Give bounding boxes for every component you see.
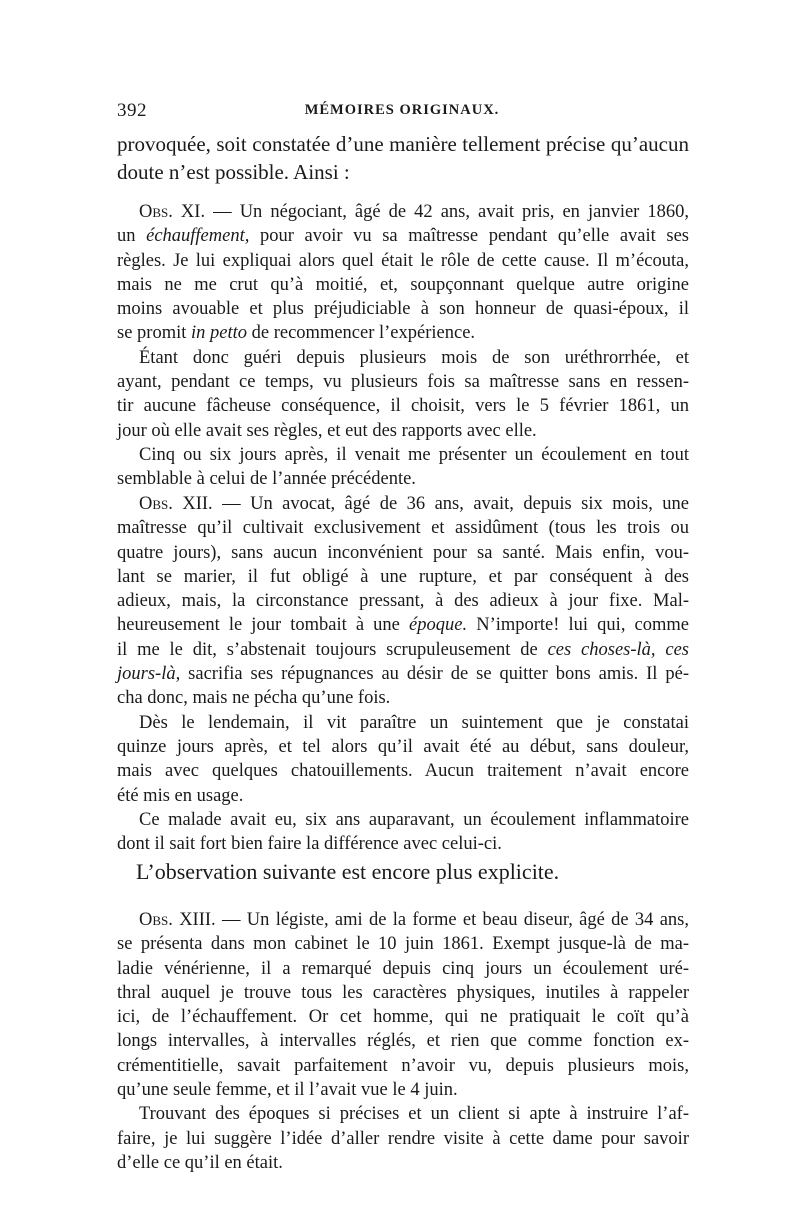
text-line: mais ne me crut qu’à moitié, et, soupçonnant quelque autre origine	[117, 274, 689, 295]
observation-xiii	[117, 908, 689, 1175]
text-line: thral auquel je trouve tous les caractères physiques, inutiles à rappeler	[117, 982, 689, 1003]
intro-paragraph	[117, 130, 689, 186]
text-line: ici, de l’échauffement. Or cet homme, qui ne pratiquait le coït qu’à	[117, 1007, 689, 1028]
text-line: se présenta dans mon cabinet le 10 juin 1861. Exempt jusque-là de ma-	[117, 934, 689, 955]
text-line: il me le dit, s’abstenait toujours scrupuleusement de ces choses-là, ces	[117, 639, 689, 660]
italic-term: in petto	[191, 323, 248, 344]
text-line: dont il sait fort bien faire la différence avec celui-ci.	[117, 834, 502, 855]
italic-term: ces choses-là, ces	[547, 639, 689, 660]
page-number: 392	[117, 100, 147, 121]
observation-xi	[117, 200, 689, 492]
text-line: jour où elle avait ses règles, et eut des rapports avec elle.	[117, 420, 537, 441]
text-line: qu’une seule femme, et il l’avait vue le 4 juin.	[117, 1080, 458, 1101]
text-line: cha donc, mais ne pécha qu’une fois.	[117, 688, 391, 709]
text-line: se promit in petto de recommencer l’expérience.	[117, 323, 476, 344]
text-line: Cinq ou six jours après, il venait me présenter un écoulement en tout	[139, 444, 689, 465]
text-line: maîtresse qu’il cultivait exclusivement et assidûment (tous les trois ou	[117, 518, 689, 539]
text-line: longs intervalles, à intervalles réglés, et rien que comme fonction ex-	[117, 1031, 689, 1052]
text-line: ayant, pendant ce temps, vu plusieurs fois sa maîtresse sans en ressen-	[117, 372, 689, 393]
text-line: quatre jours), sans aucun inconvénient pour sa santé. Mais enfin, vou-	[117, 542, 689, 563]
italic-term: jours-là,	[117, 664, 181, 685]
text-line: été mis en usage.	[117, 785, 244, 806]
observation-label: Obs. XIII.	[139, 910, 216, 930]
text-line: Obs. XI. — Un négociant, âgé de 42 ans, avait pris, en janvier 1860,	[139, 202, 689, 222]
text-line: d’elle ce qu’il en était.	[117, 1152, 283, 1173]
running-head	[117, 100, 687, 122]
text-line: tir aucune fâcheuse conséquence, il choisit, vers le 5 février 1861, un	[117, 396, 689, 417]
text-line: quinze jours après, et tel alors qu’il avait été au début, sans douleur,	[117, 736, 689, 757]
observation-xii	[117, 492, 689, 856]
text-line: adieux, mais, la circonstance pressant, à des adieux à jour fixe. Mal-	[117, 591, 689, 612]
text-line: doute n’est possible. Ainsi :	[117, 160, 350, 184]
text-line: moins avouable et plus préjudiciable à son honneur de quasi-époux, il	[117, 299, 689, 320]
section-heading: L’observation suivante est encore plus explicite.	[136, 859, 560, 884]
text-line: Ce malade avait eu, six ans auparavant, un écoulement inflammatoire	[139, 809, 689, 830]
text-line: crémentitielle, savait parfaitement n’avoir vu, depuis plusieurs mois,	[117, 1055, 689, 1076]
text-line: Étant donc guéri depuis plusieurs mois de son uréthrorrhée, et	[139, 347, 689, 368]
italic-term: époque.	[409, 615, 468, 636]
observation-label: Obs. XII.	[139, 494, 213, 514]
text-line: jours-là, sacrifia ses répugnances au désir de se quitter bons amis. Il pé-	[117, 664, 689, 685]
text-line: Dès le lendemain, il vit paraître un suintement que je constatai	[139, 712, 689, 733]
observation-label: Obs. XI.	[139, 202, 206, 222]
running-title: MÉMOIRES ORIGINAUX.	[304, 102, 500, 118]
text-line: faire, je lui suggère l’idée d’aller rendre visite à cette dame pour savoir	[117, 1128, 689, 1149]
text-line: ladie vénérienne, il a remarqué depuis cinq jours un écoulement uré-	[117, 958, 689, 979]
text-line: Trouvant des époques si précises et un client si apte à instruire l’af-	[139, 1104, 689, 1125]
italic-term: échauffement,	[146, 226, 250, 247]
text-line: Obs. XII. — Un avocat, âgé de 36 ans, avait, depuis six mois, une	[139, 494, 689, 514]
text-line: Obs. XIII. — Un légiste, ami de la forme et beau diseur, âgé de 34 ans,	[139, 910, 690, 930]
text-line: mais avec quelques chatouillements. Aucun traitement n’avait encore	[117, 761, 689, 782]
text-line: provoquée, soit constatée d’une manière tellement précise qu’aucun	[117, 132, 689, 156]
text-line: lant se marier, il fut obligé à une rupture, et par conséquent à des	[117, 566, 689, 587]
text-line: heureusement le jour tombait à une époque. N’importe! lui qui, comme	[117, 615, 690, 636]
text-line: règles. Je lui expliquai alors quel était le rôle de cette cause. Il m’écouta,	[117, 250, 689, 271]
text-line: un échauffement, pour avoir vu sa maîtresse pendant qu’elle avait ses	[117, 226, 690, 247]
text-line: semblable à celui de l’année précédente.	[117, 469, 416, 490]
